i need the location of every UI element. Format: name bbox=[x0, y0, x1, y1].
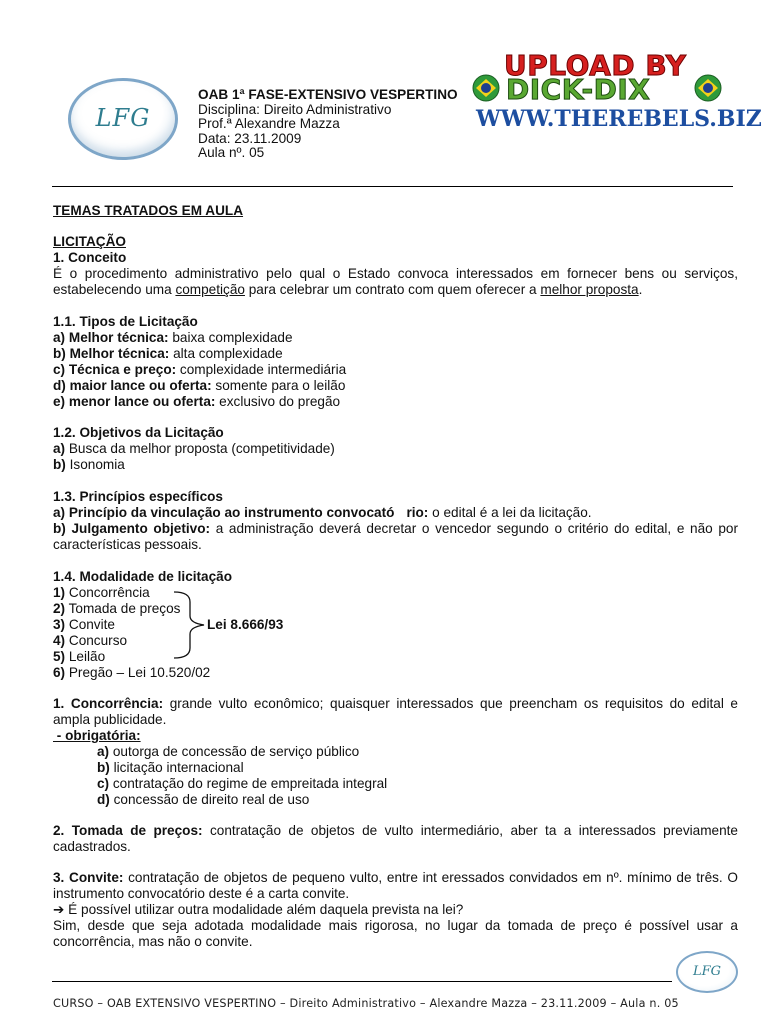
principio-b-cont: características pessoais. bbox=[53, 537, 202, 552]
underlined-term: melhor proposta bbox=[540, 282, 639, 297]
principio-b: b) Julgamento objetivo: a administração deverá decretar o vencedor segundo o critério do edital, e não por bbox=[53, 521, 739, 536]
obrigatoria-item: c) contratação do regime de empreitada integral bbox=[97, 776, 388, 791]
modalidade-item: 5) Leilão bbox=[53, 649, 106, 664]
discipline: Disciplina: Direito Administrativo bbox=[198, 101, 392, 117]
modalidade-item: 2) Tomada de preços bbox=[53, 601, 181, 616]
tipo-item: b) Melhor técnica: alta complexidade bbox=[53, 346, 283, 361]
obrigatoria-item: b) licitação internacional bbox=[97, 760, 244, 775]
header-info bbox=[198, 88, 458, 161]
obrigatoria-item: a) outorga de concessão de serviço público bbox=[97, 744, 360, 759]
tomada-line-2: cadastrados. bbox=[53, 839, 131, 854]
brace-icon bbox=[170, 590, 210, 660]
concept-line-1: É o procedimento administrativo pelo qual o Estado convoca interessados em fornecer bens ou serviços, bbox=[53, 266, 738, 281]
topics-title: TEMAS TRATADOS EM AULA bbox=[53, 203, 244, 218]
question-line: ➔ É possível utilizar outra modalidade além daquela prevista na lei? bbox=[53, 902, 464, 917]
lei-label: Lei 8.666/93 bbox=[207, 617, 284, 632]
banner-line-1: UPLOAD BY bbox=[504, 49, 687, 82]
banner-line-2: DICK-DIX bbox=[506, 73, 651, 106]
lesson-number: Aula nº. 05 bbox=[198, 145, 265, 161]
answer-line-2: concorrência, mas não o convite. bbox=[53, 934, 253, 949]
lesson-date: Data: 23.11.2009 bbox=[198, 130, 302, 146]
tipo-item: d) maior lance ou oferta: somente para o leilão bbox=[53, 378, 346, 393]
professor: Prof.ª Alexandre Mazza bbox=[198, 116, 340, 132]
upload-banner bbox=[468, 49, 762, 140]
banner-url: WWW.THEREBELS.BIZ bbox=[476, 106, 762, 132]
course-title: OAB 1ª FASE-EXTENSIVO VESPERTINO bbox=[198, 87, 458, 102]
arrow-right-icon: ➔ bbox=[53, 902, 65, 917]
header-divider bbox=[52, 186, 733, 187]
modalidade-item: 1) Concorrência bbox=[53, 585, 150, 600]
principios-title: 1.3. Princípios específicos bbox=[53, 489, 223, 504]
tipo-item: e) menor lance ou oferta: exclusivo do pregão bbox=[53, 394, 341, 409]
concept-title: 1. Conceito bbox=[53, 250, 127, 265]
tomada-line-1: 2. Tomada de preços: contratação de objetos de vulto intermediário, aber ta a interessados previamente bbox=[53, 823, 738, 838]
objetivo-item: a) Busca da melhor proposta (competitividade) bbox=[53, 441, 335, 456]
modalidade-title: 1.4. Modalidade de licitação bbox=[53, 569, 233, 584]
convite-line-2: instrumento convocatório deste é a carta convite. bbox=[53, 886, 350, 901]
convite-line-1: 3. Convite: contratação de objetos de pequeno vulto, entre int eressados convidados em nº. mínimo de três. O bbox=[53, 870, 738, 885]
lfg-logo: LFG bbox=[68, 78, 178, 160]
brazil-flag-icon bbox=[472, 74, 500, 102]
concorrencia-line-2: ampla publicidade. bbox=[53, 712, 167, 727]
obrigatoria-label: - obrigatória: bbox=[53, 728, 141, 743]
brazil-flag-icon bbox=[694, 74, 722, 102]
concept-line-2: estabelecendo uma competição para celebrar um contrato com quem oferecer a melhor proposta. bbox=[53, 282, 643, 297]
section-title: LICITAÇÃO bbox=[53, 234, 126, 249]
tipo-item: a) Melhor técnica: baixa complexidade bbox=[53, 330, 293, 345]
underlined-term: competição bbox=[175, 282, 245, 297]
objetivos-title: 1.2. Objetivos da Licitação bbox=[53, 425, 224, 440]
answer-line-1: Sim, desde que seja adotada modalidade mais rigorosa, no lugar da tomada de preço é possível usar a bbox=[53, 918, 738, 933]
objetivo-item: b) Isonomia bbox=[53, 457, 125, 472]
footer-divider bbox=[52, 981, 672, 982]
lfg-logo-small: LFG bbox=[676, 951, 738, 993]
tipo-item: c) Técnica e preço: complexidade intermediária bbox=[53, 362, 347, 377]
obrigatoria-item: d) concessão de direito real de uso bbox=[97, 792, 310, 807]
concorrencia-line-1: 1. Concorrência: grande vulto econômico; quaisquer interessados que preencham os requisitos do edital e bbox=[53, 696, 738, 711]
modalidade-item: 6) Pregão – Lei 10.520/02 bbox=[53, 665, 211, 680]
modalidade-item: 4) Concurso bbox=[53, 633, 128, 648]
tipos-title: 1.1. Tipos de Licitação bbox=[53, 314, 198, 329]
principio-a: a) Princípio da vinculação ao instrumento convocató rio: o edital é a lei da licitação. bbox=[53, 505, 592, 520]
modalidade-item: 3) Convite bbox=[53, 617, 115, 632]
footer-text: CURSO – OAB EXTENSIVO VESPERTINO – Direito Administrativo – Alexandre Mazza – 23.11.2009 – Aula n. 05 bbox=[53, 997, 679, 1010]
